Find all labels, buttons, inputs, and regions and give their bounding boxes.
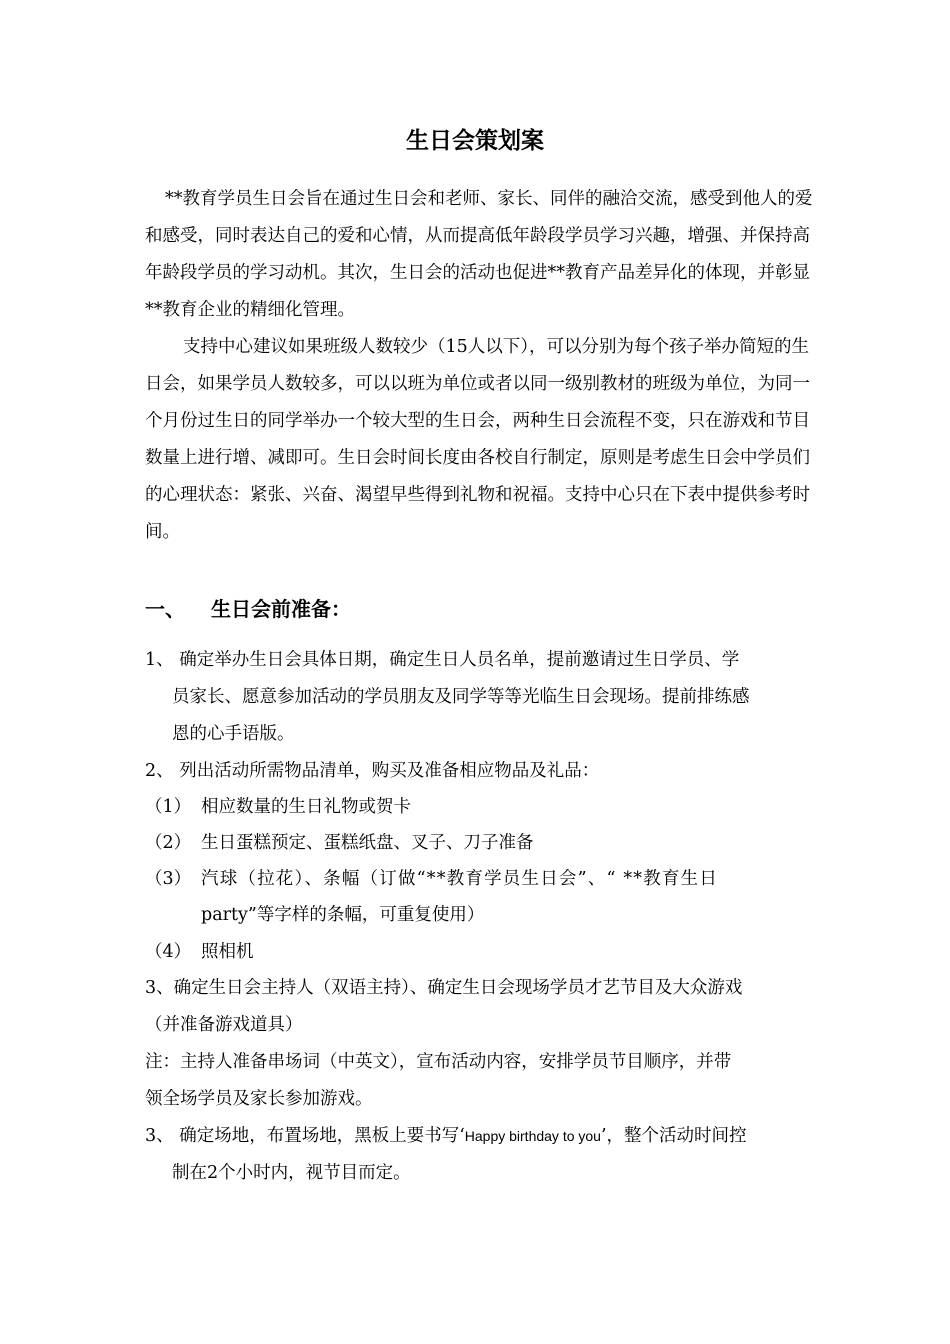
intro-paragraph-2: 支持中心建议如果班级人数较少（15人以下），可以分别为每个孩子举办简短的生日会，如果学员人数较多，可以以班为单位或者以同一级别教材的班级为单位，为同一个月份过生日的同学举办一个较大型的生日会，两种生日会流程不变，只在游戏和节目数量上进行增、减即可。生日会时间长度由各校自行制定，原则是考虑生日会中学员们的心理状态：紧张、兴奋、渴望早些得到礼物和祝福。支持中心只在下表中提供参考时间。 — [145, 337, 810, 542]
list-item-4-english: Happy birthday to you — [464, 1128, 601, 1144]
sub-item-text: 照相机 — [201, 942, 254, 962]
sub-item-1 — [145, 792, 411, 822]
sub-item-number: （2） — [145, 833, 192, 853]
note-line-2: 领全场学员及家长参加游戏。 — [145, 1089, 373, 1109]
list-item-1-line-2: 员家长、愿意参加活动的学员朋友及同学等等光临生日会现场。提前排练感 — [172, 687, 750, 707]
note-line-1: 注：主持人准备串场词（中英文），宣布活动内容，安排学员节目顺序，并带 — [145, 1052, 732, 1072]
list-item-4-line-2: 制在2个小时内，视节目而定。 — [172, 1163, 411, 1183]
sub-item-text: 相应数量的生日礼物或贺卡 — [201, 797, 411, 817]
sub-item-3-line-1 — [145, 864, 718, 894]
list-item-1-line-1: 1、 确定举办生日会具体日期，确定生日人员名单，提前邀请过生日学员、学 — [145, 650, 740, 670]
sub-item-text: 汽球（拉花）、条幅（订做“**教育学员生日会”、“ **教育生日 — [201, 869, 719, 889]
sub-item-2 — [145, 828, 534, 858]
list-item-2: 2、 列出活动所需物品清单，购买及准备相应物品及礼品： — [145, 761, 600, 781]
section-title: 生日会前准备： — [211, 597, 351, 621]
list-item-4-prefix: 3、 确定场地，布置场地，黑板上要书写‘ — [145, 1126, 465, 1146]
list-item-1-line-3: 恩的心手语版。 — [172, 724, 295, 744]
list-item-3-line-1: 3、确定生日会主持人（双语主持）、确定生日会现场学员才艺节目及大众游戏 — [145, 978, 743, 998]
sub-item-number: （1） — [145, 797, 192, 817]
sub-item-number: （4） — [145, 942, 192, 962]
section-number: 一、 — [145, 597, 185, 621]
sub-item-number: （3） — [145, 869, 192, 889]
sub-item-3-line-2: party”等字样的条幅，可重复使用） — [201, 905, 485, 925]
section-heading — [145, 594, 351, 624]
document-title: 生日会策划案 — [406, 128, 544, 154]
intro-paragraph-1: **教育学员生日会旨在通过生日会和老师、家长、同伴的融洽交流，感受到他人的爱和感受，同时表达自己的爱和心情，从而提高低年龄段学员学习兴趣，增强、并保持高年龄段学员的学习动机。其次，生日会的活动也促进**教育产品差异化的体现，并彰显**教育企业的精细化管理。 — [145, 189, 813, 320]
sub-item-4 — [145, 937, 254, 967]
list-item-4-line-1 — [145, 1121, 747, 1151]
list-item-4-suffix: ’，整个活动时间控 — [600, 1126, 747, 1146]
list-item-3-line-2: （并准备游戏道具） — [145, 1015, 303, 1035]
sub-item-text: 生日蛋糕预定、蛋糕纸盘、叉子、刀子准备 — [201, 833, 534, 853]
